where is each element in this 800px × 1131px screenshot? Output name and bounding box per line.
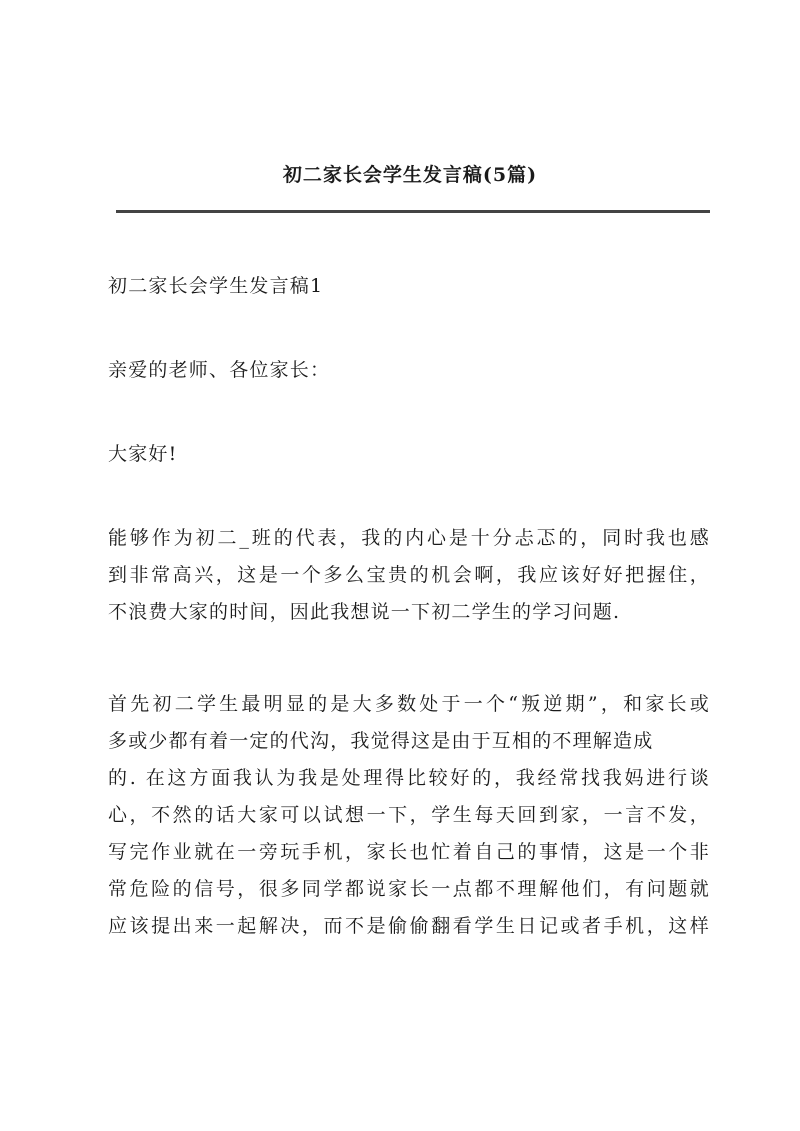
paragraph-2-line: 常危险的信号，很多同学都说家长一点都不理解他们，有问题就: [108, 878, 710, 900]
paragraph-1-line: 到非常高兴，这是一个多么宝贵的机会啊，我应该好好把握住，: [108, 564, 710, 586]
paragraph-2-line: 心，不然的话大家可以试想一下，学生每天回到家，一言不发，: [108, 804, 710, 826]
document-title: 初二家长会学生发言稿(5篇): [282, 164, 538, 186]
salutation-text: 亲爱的老师、各位家长：: [108, 359, 331, 381]
paragraph-2-line: 写完作业就在一旁玩手机，家长也忙着自己的事情，这是一个非: [108, 841, 710, 863]
paragraph-1: [108, 520, 710, 631]
paragraph-2-line: 的. 在这方面我认为我是处理得比较好的，我经常找我妈进行谈: [108, 767, 710, 789]
title-divider: [116, 210, 710, 213]
paragraph-2-line: 多或少都有着一定的代沟，我觉得这是由于互相的不理解造成: [108, 730, 654, 752]
paragraph-1-line: 不浪费大家的时间，因此我想说一下初二学生的学习问题.: [108, 601, 621, 623]
paragraph-1-line: 能够作为初二_班的代表，我的内心是十分忐忑的，同时我也感: [108, 527, 710, 549]
salutation: [108, 352, 710, 389]
section-heading-text: 初二家长会学生发言稿1: [108, 275, 324, 297]
greeting-text: 大家好!: [108, 443, 178, 465]
greeting: [108, 436, 710, 473]
section-heading: [108, 268, 710, 305]
paragraph-2: [108, 686, 710, 945]
paragraph-2-line: 应该提出来一起解决，而不是偷偷翻看学生日记或者手机，这样: [108, 915, 710, 937]
paragraph-2-line: 首先初二学生最明显的是大多数处于一个“叛逆期”，和家长或: [108, 693, 710, 715]
